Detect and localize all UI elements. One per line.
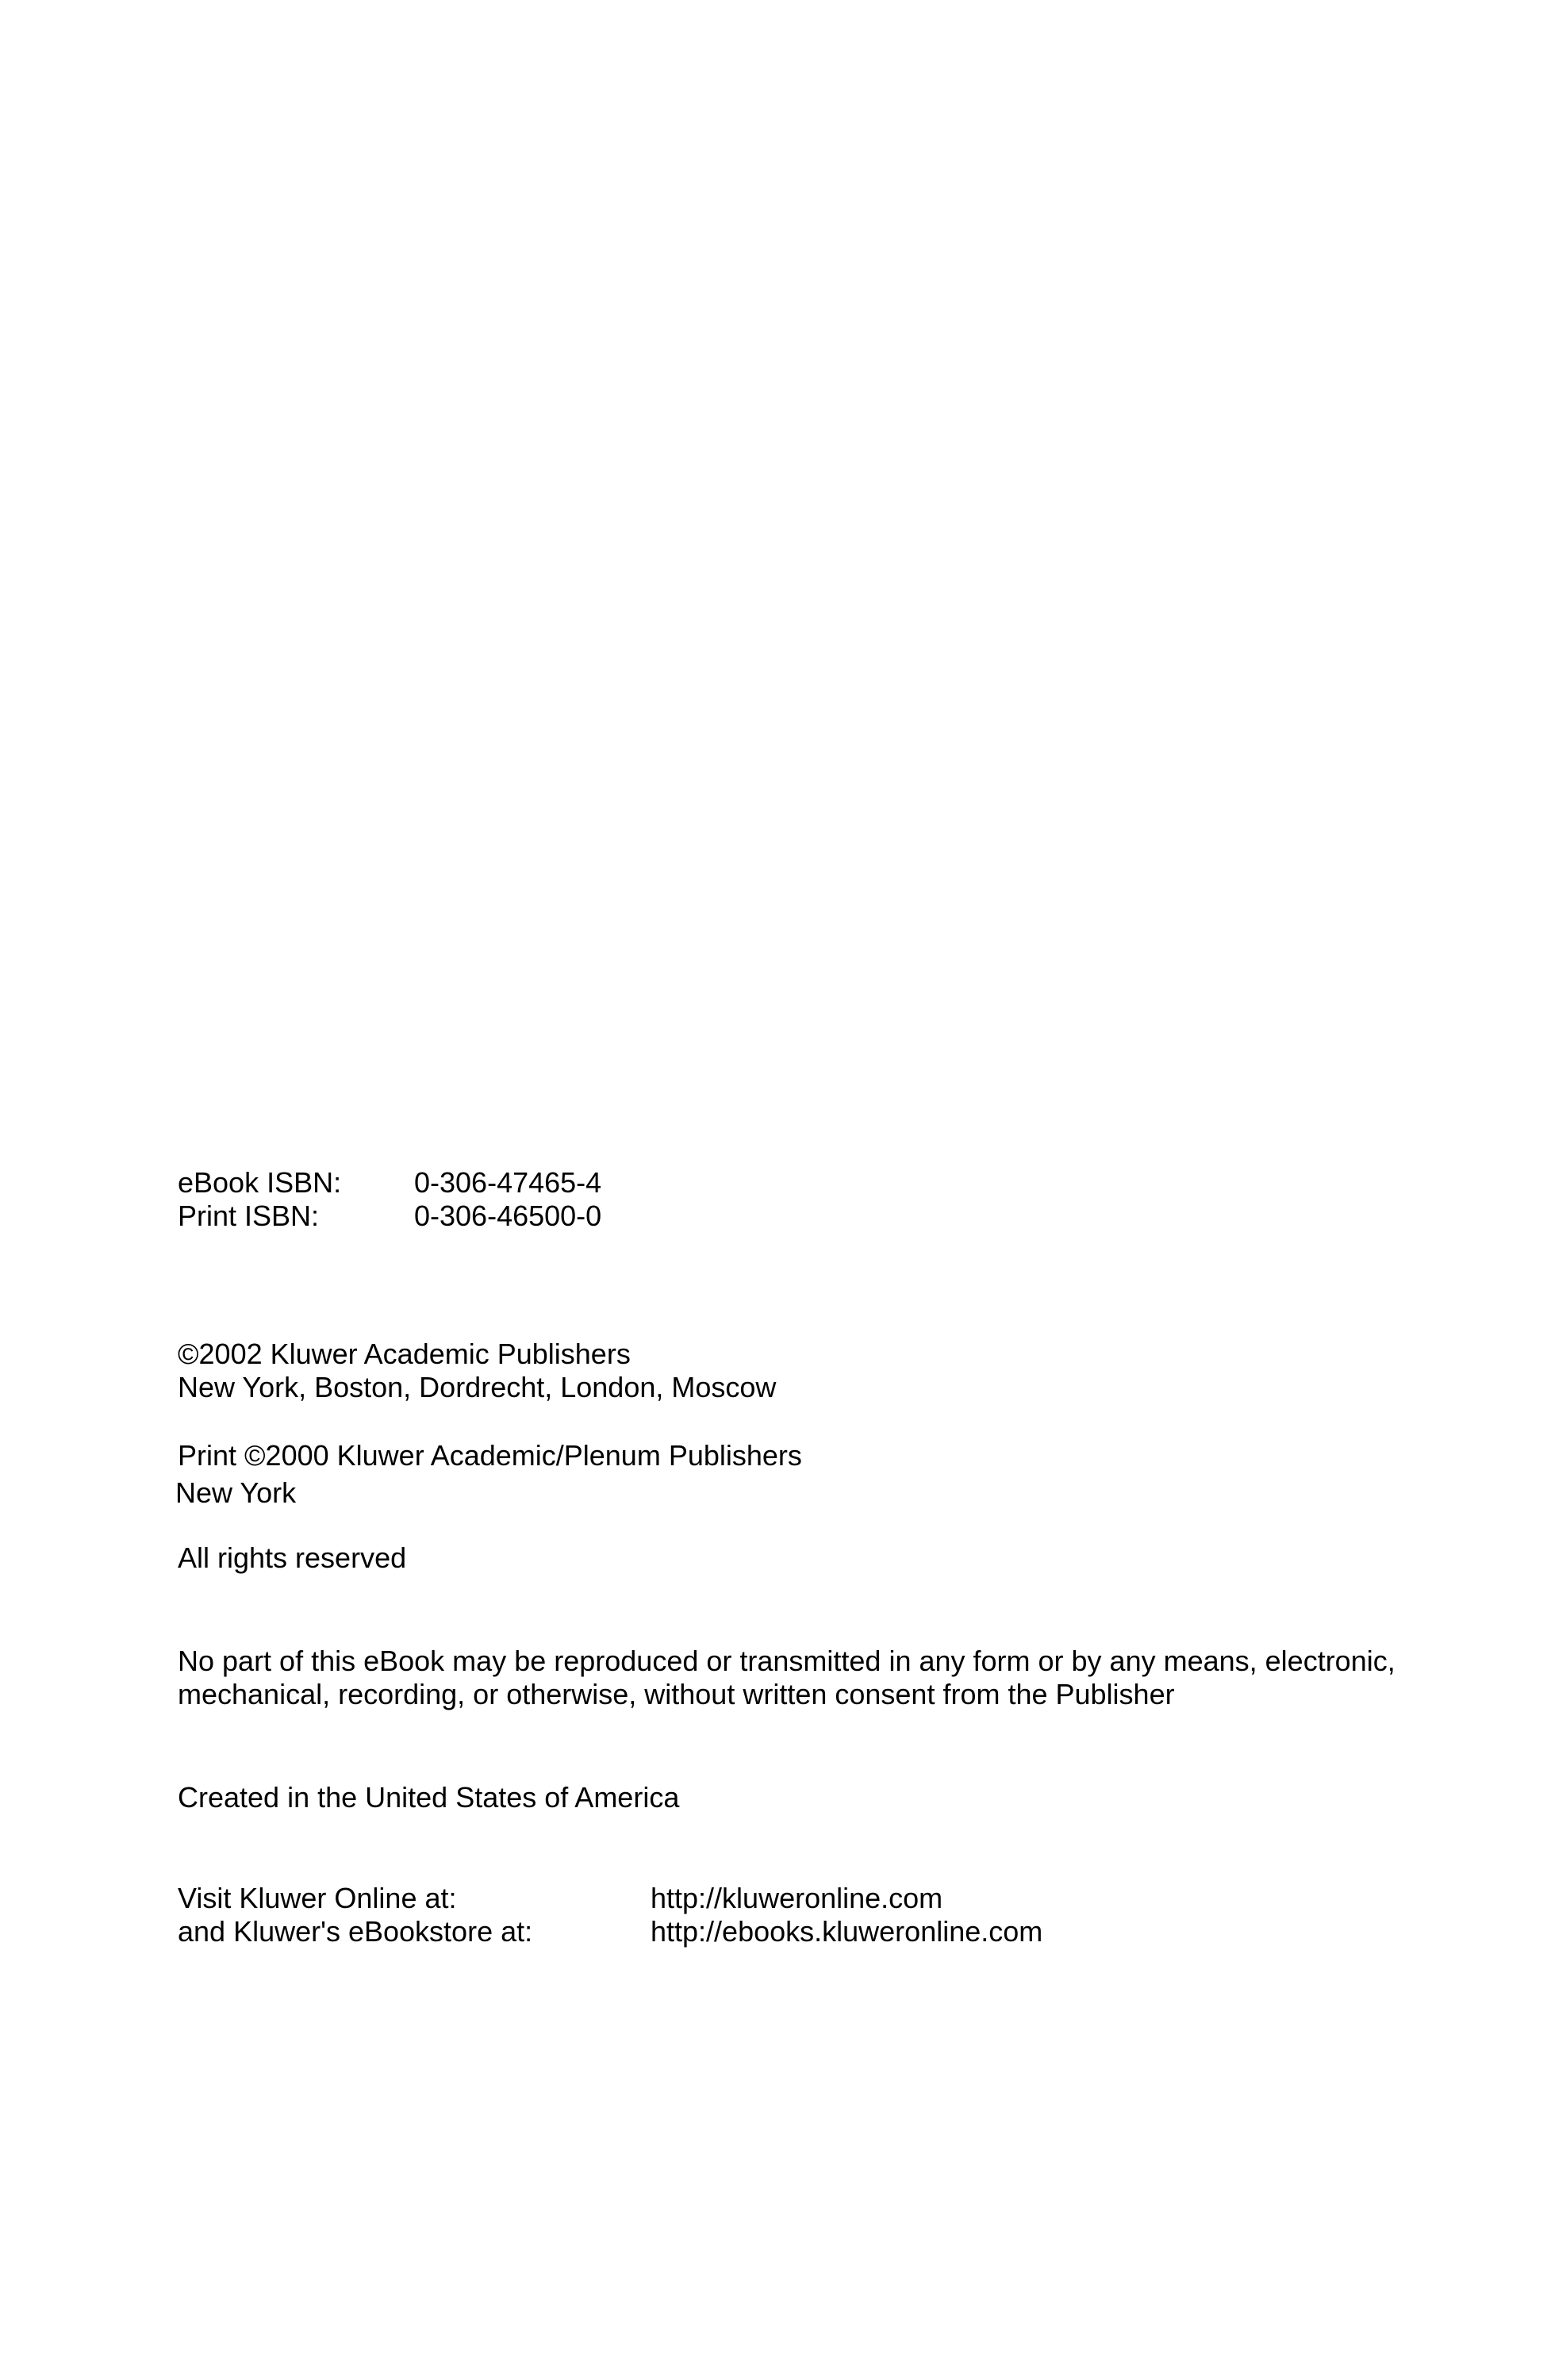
notice-line-1: No part of this eBook may be reproduced or transmitted in any form or by any means, electronic,	[178, 1645, 1395, 1677]
visit-online-link[interactable]: http://kluweronline.com	[651, 1882, 943, 1914]
notice-line-2: mechanical, recording, or otherwise, without written consent from the Publisher	[178, 1678, 1175, 1710]
ebookstore-label: and Kluwer's eBookstore at:	[178, 1915, 533, 1948]
rights-reserved: All rights reserved	[178, 1541, 407, 1574]
created-in-usa: Created in the United States of America	[178, 1781, 680, 1814]
ebook-isbn-value: 0-306-47465-4	[414, 1166, 602, 1199]
copyright-line: ©2002 Kluwer Academic Publishers	[178, 1338, 631, 1370]
print-isbn-label: Print ISBN:	[178, 1200, 320, 1232]
print-copyright-location: New York	[175, 1476, 297, 1509]
print-copyright-line: Print ©2000 Kluwer Academic/Plenum Publishers	[178, 1439, 802, 1472]
publisher-locations: New York, Boston, Dordrecht, London, Moscow	[178, 1371, 777, 1403]
ebookstore-link[interactable]: http://ebooks.kluweronline.com	[651, 1915, 1043, 1948]
ebook-isbn-label: eBook ISBN:	[178, 1166, 342, 1199]
print-isbn-value: 0-306-46500-0	[414, 1200, 602, 1232]
visit-online-label: Visit Kluwer Online at:	[178, 1882, 457, 1914]
